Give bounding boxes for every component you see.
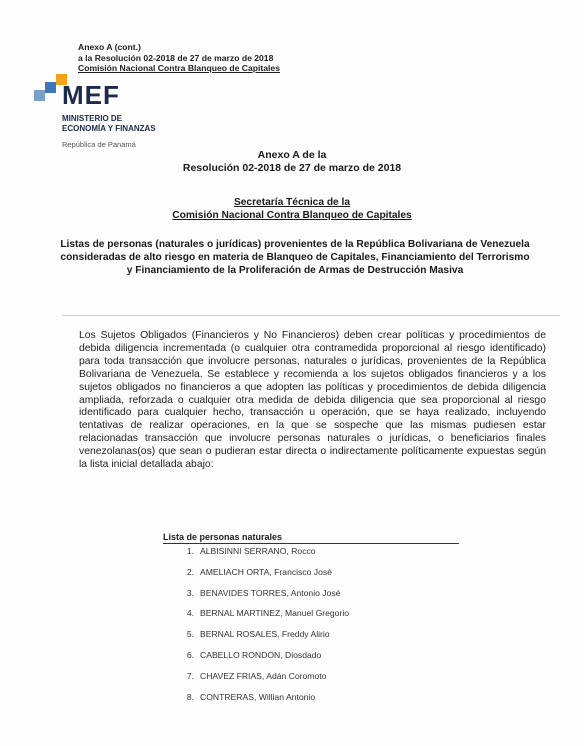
annex-header-line: Comisión Nacional Contra Blanqueo de Capitales (78, 63, 280, 73)
list-item (170, 546, 349, 567)
title-line: Anexo A de la (257, 149, 327, 161)
list-item-number: 5. (186, 629, 194, 640)
list-item-number: 3. (186, 587, 194, 598)
document-subtitle (0, 196, 584, 222)
logo-ministry-name (62, 114, 156, 134)
list-item (170, 629, 349, 650)
annex-header-line: a la Resolución 02-2018 de 27 de marzo de 2018 (78, 52, 274, 63)
list-item-number: 4. (186, 608, 194, 619)
logo-line: ECONOMÍA Y FINANZAS (62, 124, 156, 133)
list-item-name: AMELIACH ORTA, Francisco José (200, 566, 332, 577)
list-item-name: CONTRERAS, Willian Antonio (200, 691, 316, 702)
list-item-name: BERNAL ROSALES, Freddy Alirio (200, 629, 330, 640)
mef-logo (34, 74, 184, 154)
list-item (170, 692, 349, 713)
logo-square-icon (34, 90, 45, 101)
annex-header-line: Anexo A (cont.) (78, 42, 141, 52)
list-item (170, 588, 349, 609)
list-item-name: BERNAL MARTINEZ, Manuel Gregorio (200, 608, 350, 619)
list-item (170, 650, 349, 671)
list-item-name: BENAVIDES TORRES, Antonio José (200, 587, 341, 598)
list-item (170, 567, 349, 588)
list-item (170, 671, 349, 692)
list-item-name: ALBISINNI SERRANO, Rocco (200, 546, 316, 556)
list-title: Lista de personas naturales (163, 532, 459, 544)
divider (62, 315, 560, 316)
logo-acronym: MEF (62, 80, 120, 110)
list-item-number: 2. (186, 566, 194, 577)
logo-line: MINISTERIO DE (62, 114, 123, 123)
list-item-number: 6. (186, 649, 194, 660)
list-item-name: CABELLO RONDON, Diosdado (200, 649, 322, 660)
list-item-number: 8. (186, 691, 194, 702)
title-line: Resolución 02-2018 de 27 de marzo de 2018 (182, 162, 402, 174)
list-item (170, 608, 349, 629)
annex-header (78, 42, 280, 74)
list-item-name: CHAVEZ FRIAS, Adán Coromoto (200, 670, 327, 681)
logo-square-icon (45, 82, 56, 93)
list-item-number: 1. (186, 546, 194, 556)
logo-country: República de Panamá (62, 140, 136, 149)
document-title (0, 149, 584, 175)
body-paragraph: Los Sujetos Obligados (Financieros y No Financieros) deben crear políticas y procedimientos de debida diligencia incrementada (o cualquier otra contramedida proporcional al riesgo identificado) para toda transacción que involucre personas, naturales o jurídicas, provenientes de la República Bolivariana de Venezuela. Se establece y recomienda a los sujetos obligados financieros y a los sujetos obligados no financieros a que adopten las políticas y procedimientos de debida diligencia ampliada, reforzada o cualquier otra medida de debida diligencia que sea proporcional al riesgo identificado para cualquier hecho, transacción u operación, que se haya realizado, incluyendo tentativas de realizar operaciones, en la que se sospeche que las mismas pudiesen estar relacionadas transacción que involucre personas naturales o jurídicas, o beneficiarios finales venezolanas(os) que sean o pudieran estar directa o indirectamente políticamente expuestas según la lista inicial detallada abajo: (79, 330, 546, 471)
subtitle-line: Secretaría Técnica de la (233, 197, 351, 208)
subtitle-line: Comisión Nacional Contra Blanqueo de Capitales (172, 210, 412, 221)
list-item-number: 7. (186, 670, 194, 681)
section-heading: Listas de personas (naturales o jurídicas) provenientes de la República Bolivariana de Venezuela consideradas de alto riesgo en materia de Blanqueo de Capitales, Financiamiento del Terrorismo y Financiamiento de la Proliferación de Armas de Destrucción Masiva (60, 239, 530, 276)
person-list (170, 546, 349, 712)
